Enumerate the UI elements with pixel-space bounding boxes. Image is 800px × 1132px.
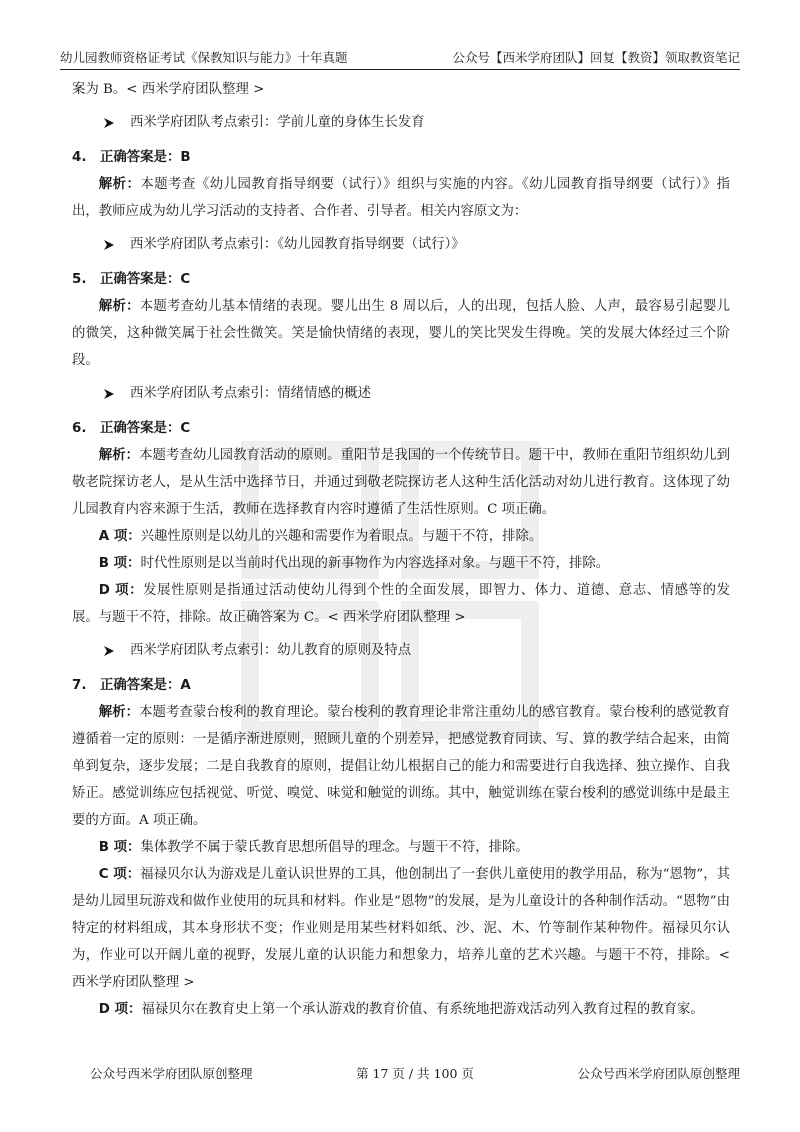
analysis-text: 本题考查幼儿园教育活动的原则。重阳节是我国的一个传统节日。题干中，教师在重阳节组织幼儿到敬老院探访老人，是从生活中选择节日，并通过到敬老院探访老人这种生活化活动对幼儿进行教育。这体现了幼儿园教育内容来源于生活，教师在选择教育内容时遵循了生活性原则。C 项正确。 [72, 448, 731, 517]
answer-heading [72, 266, 730, 293]
analysis-label: 解析： [98, 705, 140, 720]
option-paragraph [72, 996, 730, 1023]
option-paragraph [72, 550, 730, 577]
footer-left-text: 公众号西米学府团队原创整理 [90, 1066, 253, 1081]
arrow-bullet-icon [104, 118, 114, 128]
index-bullet [72, 380, 730, 407]
analysis-label: 解析： [98, 177, 141, 192]
option-text: 发展性原则是指通过活动使幼儿得到个性的全面发展，即智力、体力、道德、意志、情感等的发展。与题干不符，排除。故正确答案为 C。< 西米学府团队整理 > [72, 583, 731, 625]
option-text: 兴趣性原则是以幼儿的兴趣和需要作为着眼点。与题干不符，排除。 [140, 529, 543, 544]
intro-index-bullet [72, 109, 730, 136]
answer-heading [72, 672, 730, 699]
option-label: A 项： [98, 529, 141, 544]
index-text: 西米学府团队考点索引：幼儿教育的原则及特点 [130, 643, 412, 658]
option-text: 集体教学不属于蒙氏教育思想所倡导的理念。与题干不符，排除。 [140, 840, 529, 855]
analysis-paragraph [72, 171, 730, 225]
analysis-paragraph [72, 699, 730, 834]
analysis-paragraph [72, 293, 730, 374]
document-body [72, 76, 730, 1023]
question-number: 6. [72, 421, 87, 436]
arrow-bullet-icon [104, 240, 114, 250]
analysis-text: 本题考查《幼儿园教育指导纲要（试行）》组织与实施的内容。《幼儿园教育指导纲要（试行）》指出，教师应成为幼儿学习活动的支持者、合作者、引导者。相关内容原文为： [72, 177, 730, 219]
answer-heading [72, 415, 730, 442]
option-paragraph [72, 577, 730, 631]
option-paragraph [72, 523, 730, 550]
index-text: 西米学府团队考点索引：《幼儿园教育指导纲要（试行）》 [130, 237, 465, 252]
arrow-bullet-icon [104, 646, 114, 656]
option-paragraph [72, 861, 730, 996]
correct-answer: 正确答案是：C [100, 272, 191, 287]
option-text: 时代性原则是以当前时代出现的新事物作为内容选择对象。与题干不符，排除。 [140, 556, 610, 571]
option-label: B 项： [98, 840, 141, 855]
analysis-label: 解析： [98, 448, 140, 463]
correct-answer: 正确答案是：B [100, 150, 191, 165]
analysis-paragraph [72, 442, 730, 523]
index-text: 西米学府团队考点索引：情绪情感的概述 [130, 386, 372, 401]
option-text: 福禄贝尔认为游戏是儿童认识世界的工具，他创制出了一套供儿童使用的教学用品，称为“恩物”，其是幼儿园里玩游戏和做作业使用的玩具和材料。作业是“恩物”的发展，是为儿童设计的各种制作活动。“恩物”由特定的材料组成，其本身形状不变；作业则是用某些材料如纸、沙、泥、木、竹等制作某种物件。福禄贝尔认为，作业可以开阔儿童的视野，发展儿童的认识能力和想象力，培养儿童的艺术兴趣。与题干不符，排除。< 西米学府团队整理 > [72, 867, 730, 990]
intro-line: 案为 B。< 西米学府团队整理 > [72, 82, 265, 97]
analysis-label: 解析： [98, 299, 140, 314]
header-right-text: 公众号【西米学府团队】回复【教资】领取教资笔记 [452, 50, 740, 65]
index-text: 西米学府团队考点索引：学前儿童的身体生长发育 [130, 115, 425, 130]
index-bullet [72, 637, 730, 664]
question-number: 7. [72, 678, 87, 693]
correct-answer: 正确答案是：C [100, 421, 191, 436]
answer-heading [72, 144, 730, 171]
option-label: B 项： [98, 556, 141, 571]
analysis-text: 本题考查幼儿基本情绪的表现。婴儿出生 8 周以后，人的出现，包括人脸、人声，最容易引起婴儿的微笑，这种微笑属于社会性微笑。笑是愉快情绪的表现，婴儿的笑比哭发生得晚。笑的发展大体经过三个阶段。 [72, 299, 731, 368]
index-bullet [72, 231, 730, 258]
option-text: 福禄贝尔在教育史上第一个承认游戏的教育价值、有系统地把游戏活动列入教育过程的教育家。 [141, 1002, 704, 1017]
page-number: 第 17 页 / 共 100 页 [356, 1066, 474, 1081]
arrow-bullet-icon [104, 389, 114, 399]
analysis-text: 本题考查蒙台梭利的教育理论。蒙台梭利的教育理论非常注重幼儿的感官教育。蒙台梭利的感觉教育遵循着一定的原则：一是循序渐进原则，照顾儿童的个别差异，把感觉教育同读、写、算的教学结合起来，由简单到复杂，逐步发展；二是自我教育的原则，提倡让幼儿根据自己的能力和需要进行自我选择、独立操作、自我矫正。感觉训练应包括视觉、听觉、嗅觉、味觉和触觉的训练。其中，触觉训练在蒙台梭利的感觉训练中是最主要的方面。A 项正确。 [72, 705, 731, 828]
question-number: 4. [72, 150, 87, 165]
correct-answer: 正确答案是：A [100, 678, 191, 693]
page-header [60, 38, 740, 70]
question-number: 5. [72, 272, 87, 287]
header-left-text: 幼儿园教师资格证考试《保教知识与能力》十年真题 [60, 50, 348, 65]
option-label: D 项： [98, 583, 144, 598]
option-paragraph [72, 834, 730, 861]
option-label: C 项： [98, 867, 141, 882]
page-footer [90, 1064, 740, 1082]
option-label: D 项： [98, 1002, 142, 1017]
footer-right-text: 公众号西米学府团队原创整理 [577, 1066, 740, 1081]
